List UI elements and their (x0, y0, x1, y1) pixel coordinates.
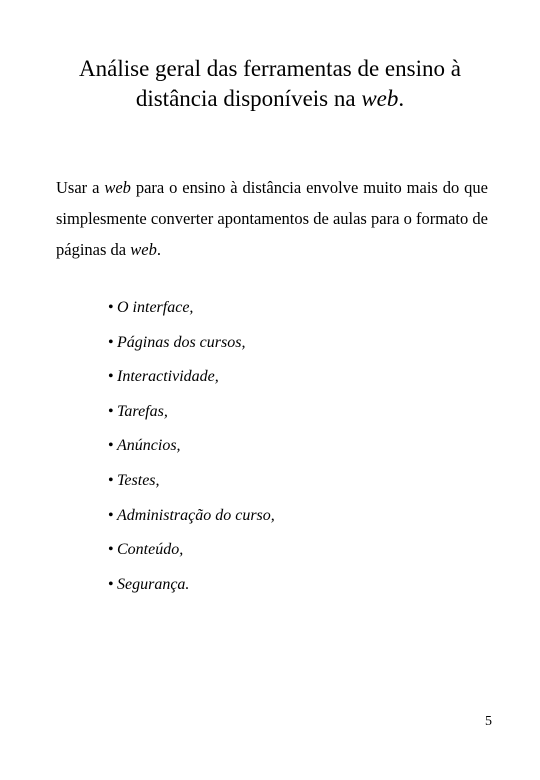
bullet-icon: • (108, 471, 114, 489)
bullet-icon: • (108, 368, 114, 386)
list-item-text: Administração do curso, (117, 506, 275, 524)
bullet-icon: • (108, 506, 114, 524)
title-line-2-suffix: . (398, 86, 405, 111)
paragraph-part-2: para o ensino à distância envolve muito mais do que simplesmente converter apontamentos de aulas para o formato de páginas da (56, 178, 488, 259)
list-item (108, 503, 275, 538)
list-item (108, 399, 275, 434)
paragraph-emphasis-1: web (104, 178, 131, 197)
list-item-text: O interface, (117, 299, 194, 316)
bullet-icon: • (108, 575, 114, 593)
page-title (30, 54, 510, 114)
list-item (108, 433, 275, 468)
paragraph-part-3: . (156, 240, 161, 259)
list-item-text: Conteúdo, (117, 541, 184, 559)
feature-list (108, 295, 275, 606)
list-item (108, 537, 275, 572)
list-item-text: Testes, (117, 471, 160, 489)
title-line-2-prefix: distância disponíveis na (135, 86, 362, 111)
intro-paragraph (56, 172, 488, 265)
list-item (108, 364, 275, 399)
bullet-icon: • (108, 437, 114, 455)
list-item (108, 330, 275, 365)
list-item-text: Segurança. (117, 575, 190, 593)
list-item (108, 295, 275, 330)
bullet-icon: • (108, 541, 114, 559)
title-line-2-emphasis: web (361, 86, 399, 111)
bullet-icon: • (108, 299, 114, 316)
page-number: 5 (485, 714, 492, 729)
list-item-text: Anúncios, (117, 437, 181, 455)
paragraph-part-1: Usar a (56, 178, 105, 197)
title-line-1: Análise geral das ferramentas de ensino à (79, 56, 461, 81)
list-item (108, 468, 275, 503)
list-item-text: Tarefas, (117, 402, 168, 420)
bullet-icon: • (108, 333, 114, 351)
list-item-text: Páginas dos cursos, (117, 333, 246, 351)
paragraph-emphasis-2: web (130, 240, 157, 259)
bullet-icon: • (108, 402, 114, 420)
list-item-text: Interactividade, (117, 368, 219, 386)
list-item (108, 572, 275, 607)
